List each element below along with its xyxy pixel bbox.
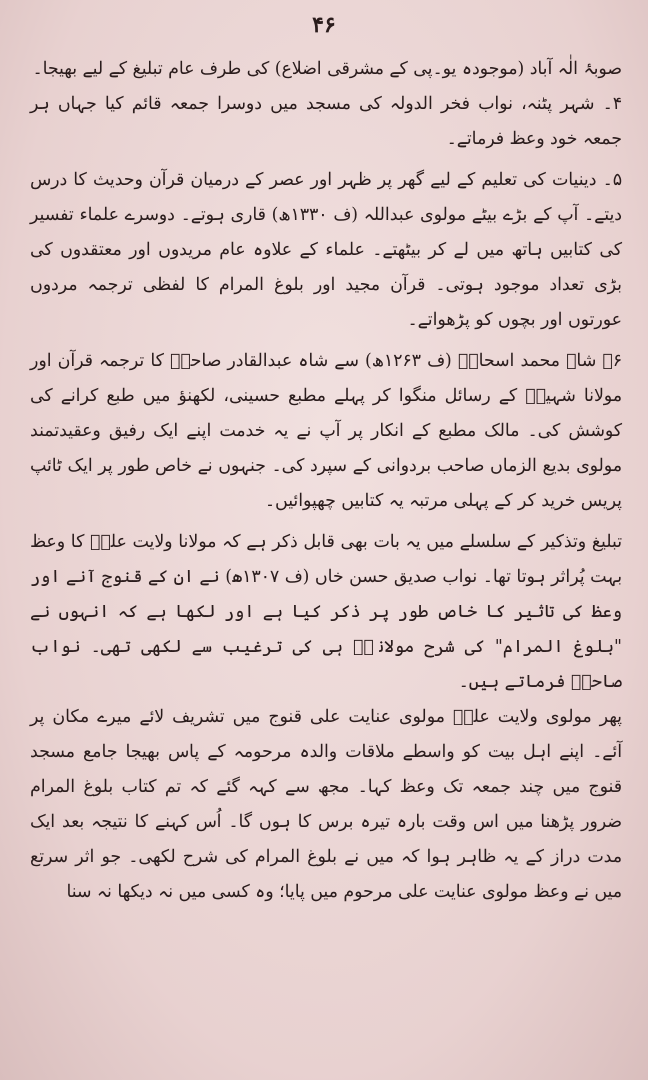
quote-paragraph: پھر مولوی ولایت علیؒ مولوی عنایت علی قنوج میں تشریف لائے میرے مکان پر آئے۔ اپنے اہل بیت کو واسطے ملاقات والدہ مرحومہ کے پاس بھیجا جامع مسجد قنوج میں چند جمعہ تک وعظ کہا۔ مجھ سے کہہ گئے کہ تم کتاب بلوغ المرام ضرور پڑھنا میں اس وقت بارہ تیرہ برس کا ہوں گا۔ اُس کہنے کا نتیجہ بعد ایک مدت دراز کے یہ ظاہر ہوا کہ میں نے بلوغ المرام کی شرح لکھی۔ جو اثر سرتع میں نے وعظ مولوی عنایت علی مرحوم میں پایا؛ وہ کسی میں نہ دیکھا نہ سنا [30, 707, 622, 902]
body-text [30, 52, 622, 910]
page-number: ۴۶ [312, 12, 336, 38]
paragraph-5: تبلیغ وتذکیر کے سلسلے میں یہ بات بھی قابل ذکر ہے کہ مولانا ولایت علیؒ کا وعظ بہت پُراثر ہوتا تھا۔ نواب صدیق حسن خاں (ف ۱۳۰۷ھ) نے ان کے قنوج آنے اور وعظ کی تاثیر کا خاص طور پر ذکر کیا ہے اور لکھا ہے کہ انہوں نے "بلوغ المرام" کی شرح مولاناؒ ہی کی ترغیب سے لکھی تھی۔ نواب صاحبؒ فرماتے ہیں۔ [30, 532, 623, 692]
paragraph-2: ۴۔ شہر پٹنہ، نواب فخر الدولہ کی مسجد میں دوسرا جمعہ قائم کیا جہاں ہر جمعہ خود وعظ فرماتے۔ [30, 94, 622, 149]
paragraph-4: ۶۔ شاہ محمد اسحاقؒ (ف ۱۲۶۳ھ) سے شاہ عبدالقادر صاحبؒ کا ترجمہ قرآن اور مولانا شہیدؒ کے رسائل منگوا کر پہلے مطبع حسینی، لکھنؤ میں طبع کرانے کی کوشش کی۔ مالک مطبع کے انکار پر آپ نے یہ خدمت اپنے ایک رفیق وعقیدتمند مولوی بدیع الزماں صاحب بردوانی کے سپرد کی۔ جنہوں نے خاص طور پر ایک ٹائپ پریس خرید کر کے پہلی مرتبہ یہ کتابیں چھپوائیں۔ [30, 351, 622, 511]
paragraph-1: صوبۂ الٰہ آباد (موجودہ یو۔پی کے مشرقی اضلاع) کی طرف عام تبلیغ کے لیے بھیجا۔ [32, 59, 622, 79]
paragraph-3: ۵۔ دینیات کی تعلیم کے لیے گھر پر ظہر اور عصر کے درمیان قرآن وحدیث کا درس دیتے۔ آپ کے بڑے بیٹے مولوی عبداللہ (ف ۱۳۳۰ھ) قاری ہوتے۔ دوسرے علماء تفسیر کی کتابیں ہاتھ میں لے کر بیٹھتے۔ علماء کے علاوہ عام مریدوں اور معتقدوں کی بڑی تعداد موجود ہوتی۔ قرآن مجید اور بلوغ المرام کا لفظی ترجمہ مردوں عورتوں اور بچوں کو پڑھواتے۔ [30, 170, 622, 330]
